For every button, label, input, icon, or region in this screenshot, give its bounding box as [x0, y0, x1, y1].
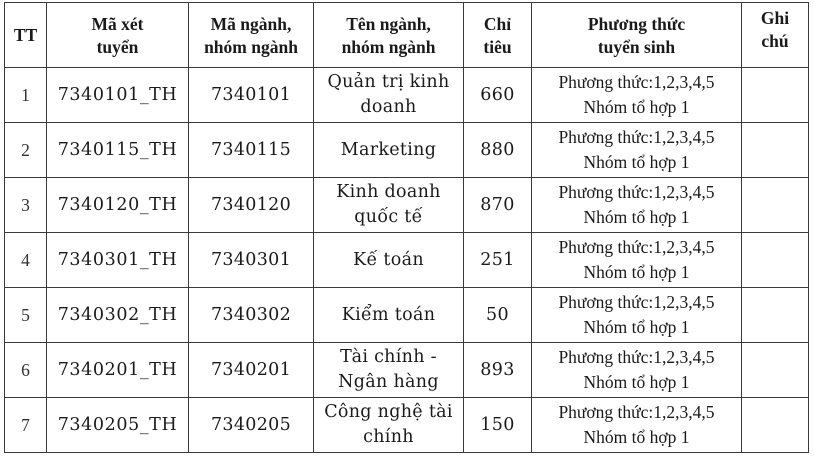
major-name: Quản trị kinh doanh [314, 68, 464, 123]
major-name: Marketing [314, 123, 464, 178]
row-number: 7 [5, 398, 47, 453]
admission-code: 7340115_TH [47, 123, 189, 178]
header-admission-method: Phương thức tuyển sinh [532, 3, 742, 68]
header-note: Ghi chú [742, 3, 809, 68]
major-code: 7340301 [189, 233, 314, 288]
table-row [5, 123, 809, 178]
major-name: Tài chính - Ngân hàng [314, 343, 464, 398]
note [742, 178, 809, 233]
note [742, 398, 809, 453]
header-admission-code: Mã xét tuyển [47, 3, 189, 68]
row-number: 3 [5, 178, 47, 233]
admission-method: Phương thức:1,2,3,4,5 Nhóm tổ hợp 1 [532, 178, 742, 233]
table-row [5, 178, 809, 233]
major-code: 7340302 [189, 288, 314, 343]
admission-code: 7340120_TH [47, 178, 189, 233]
quota: 660 [464, 68, 532, 123]
table-row [5, 68, 809, 123]
major-name: Công nghệ tài chính [314, 398, 464, 453]
admissions-table [4, 2, 809, 453]
major-code: 7340205 [189, 398, 314, 453]
major-name: Kế toán [314, 233, 464, 288]
quota: 870 [464, 178, 532, 233]
admission-method: Phương thức:1,2,3,4,5 Nhóm tổ hợp 1 [532, 288, 742, 343]
quota: 50 [464, 288, 532, 343]
note [742, 288, 809, 343]
header-major-name: Tên ngành, nhóm ngành [314, 3, 464, 68]
header-quota: Chỉ tiêu [464, 3, 532, 68]
table-row [5, 233, 809, 288]
header-tt: TT [5, 3, 47, 68]
row-number: 1 [5, 68, 47, 123]
row-number: 2 [5, 123, 47, 178]
major-code: 7340115 [189, 123, 314, 178]
header-major-code: Mã ngành, nhóm ngành [189, 3, 314, 68]
major-code: 7340120 [189, 178, 314, 233]
admission-method: Phương thức:1,2,3,4,5 Nhóm tổ hợp 1 [532, 398, 742, 453]
row-number: 6 [5, 343, 47, 398]
table-row [5, 398, 809, 453]
major-code: 7340201 [189, 343, 314, 398]
admission-method: Phương thức:1,2,3,4,5 Nhóm tổ hợp 1 [532, 233, 742, 288]
note [742, 233, 809, 288]
quota: 150 [464, 398, 532, 453]
major-name: Kinh doanh quốc tế [314, 178, 464, 233]
admission-code: 7340301_TH [47, 233, 189, 288]
table-row [5, 288, 809, 343]
quota: 251 [464, 233, 532, 288]
note [742, 343, 809, 398]
note [742, 123, 809, 178]
note [742, 68, 809, 123]
major-code: 7340101 [189, 68, 314, 123]
admission-code: 7340302_TH [47, 288, 189, 343]
admission-method: Phương thức:1,2,3,4,5 Nhóm tổ hợp 1 [532, 68, 742, 123]
header-row [5, 3, 809, 68]
admission-method: Phương thức:1,2,3,4,5 Nhóm tổ hợp 1 [532, 123, 742, 178]
row-number: 5 [5, 288, 47, 343]
admission-code: 7340101_TH [47, 68, 189, 123]
quota: 880 [464, 123, 532, 178]
major-name: Kiểm toán [314, 288, 464, 343]
admission-code: 7340201_TH [47, 343, 189, 398]
admission-code: 7340205_TH [47, 398, 189, 453]
admission-method: Phương thức:1,2,3,4,5 Nhóm tổ hợp 1 [532, 343, 742, 398]
quota: 893 [464, 343, 532, 398]
row-number: 4 [5, 233, 47, 288]
table-row [5, 343, 809, 398]
